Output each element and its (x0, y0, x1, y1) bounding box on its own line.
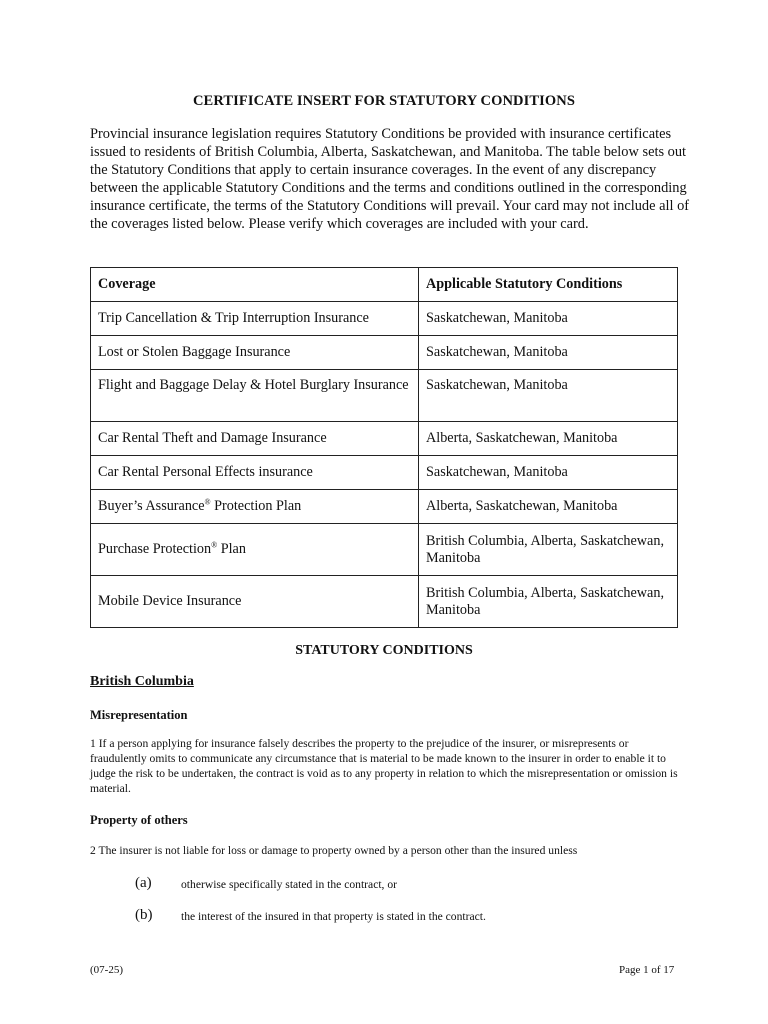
list-item-text: otherwise specifically stated in the contract, or (181, 878, 398, 891)
coverage-cell: Car Rental Personal Effects insurance (91, 456, 419, 490)
conditions-cell: British Columbia, Alberta, Saskatchewan, Manitoba (419, 524, 678, 576)
intro-paragraph: Provincial insurance legislation requires Statutory Conditions be provided with insurance certificates issued to residents of British Columbia, Alberta, Saskatchewan, and Manitoba. The table below sets out the Statutory Conditions that apply to certain insurance coverages. In the event of any discrepancy between the applicable Statutory Conditions and the terms and conditions outlined in the corresponding insurance certificate, the terms of the Statutory Conditions will prevail. Your card may not include all of the coverages listed below. Please verify which coverages are included with your card. (90, 126, 690, 232)
table-row (91, 576, 678, 628)
header-conditions: Applicable Statutory Conditions (419, 268, 678, 302)
coverage-cell: Flight and Baggage Delay & Hotel Burglary Insurance (91, 370, 419, 422)
list-item-label: (a) (135, 875, 152, 891)
conditions-cell: British Columbia, Alberta, Saskatchewan, Manitoba (419, 576, 678, 628)
coverage-cell: Mobile Device Insurance (91, 576, 419, 628)
conditions-cell: Alberta, Saskatchewan, Manitoba (419, 490, 678, 524)
table-row (91, 456, 678, 490)
coverage-text: Protection Plan (210, 498, 302, 514)
page-number: Page 1 of 17 (619, 964, 675, 976)
coverage-text: Purchase Protection (98, 541, 212, 557)
table-header-row (91, 268, 678, 302)
misrepresentation-paragraph: 1 If a person applying for insurance falsely describes the property to the prejudice of the insurer, or misrepresents or fraudulently omits to communicate any circumstance that is material to be made known to the insurer in order to enable it to judge the risk to be undertaken, the contract is void as to any property in relation to which the misrepresentation or omission is material. (90, 737, 678, 795)
property-of-others-heading: Property of others (90, 813, 188, 827)
conditions-cell: Saskatchewan, Manitoba (419, 370, 678, 422)
coverage-cell: Lost or Stolen Baggage Insurance (91, 336, 419, 370)
table-row (91, 370, 678, 422)
table-row (91, 336, 678, 370)
table-row (91, 302, 678, 336)
coverage-table (90, 267, 678, 628)
coverage-cell (91, 490, 419, 524)
registered-mark: ® (211, 540, 218, 550)
conditions-cell: Saskatchewan, Manitoba (419, 456, 678, 490)
header-coverage: Coverage (91, 268, 419, 302)
misrepresentation-heading: Misrepresentation (90, 708, 188, 722)
document-title: CERTIFICATE INSERT FOR STATUTORY CONDITIONS (192, 93, 575, 109)
table-row (91, 524, 678, 576)
property-of-others-paragraph: 2 The insurer is not liable for loss or damage to property owned by a person other than the insured unless (90, 844, 578, 857)
list-item-text: the interest of the insured in that property is stated in the contract. (181, 910, 486, 923)
form-code: (07-25) (90, 964, 123, 976)
coverage-cell: Trip Cancellation & Trip Interruption Insurance (91, 302, 419, 336)
table-row (91, 490, 678, 524)
coverage-cell (91, 524, 419, 576)
coverage-text: Plan (217, 541, 246, 557)
conditions-cell: Alberta, Saskatchewan, Manitoba (419, 422, 678, 456)
registered-mark: ® (204, 497, 211, 507)
statutory-conditions-heading: STATUTORY CONDITIONS (295, 643, 473, 658)
conditions-cell: Saskatchewan, Manitoba (419, 302, 678, 336)
conditions-cell: Saskatchewan, Manitoba (419, 336, 678, 370)
coverage-cell: Car Rental Theft and Damage Insurance (91, 422, 419, 456)
list-item-label: (b) (135, 907, 153, 923)
province-heading: British Columbia (90, 674, 194, 689)
coverage-text: Buyer’s Assurance (98, 498, 205, 514)
table-row (91, 422, 678, 456)
